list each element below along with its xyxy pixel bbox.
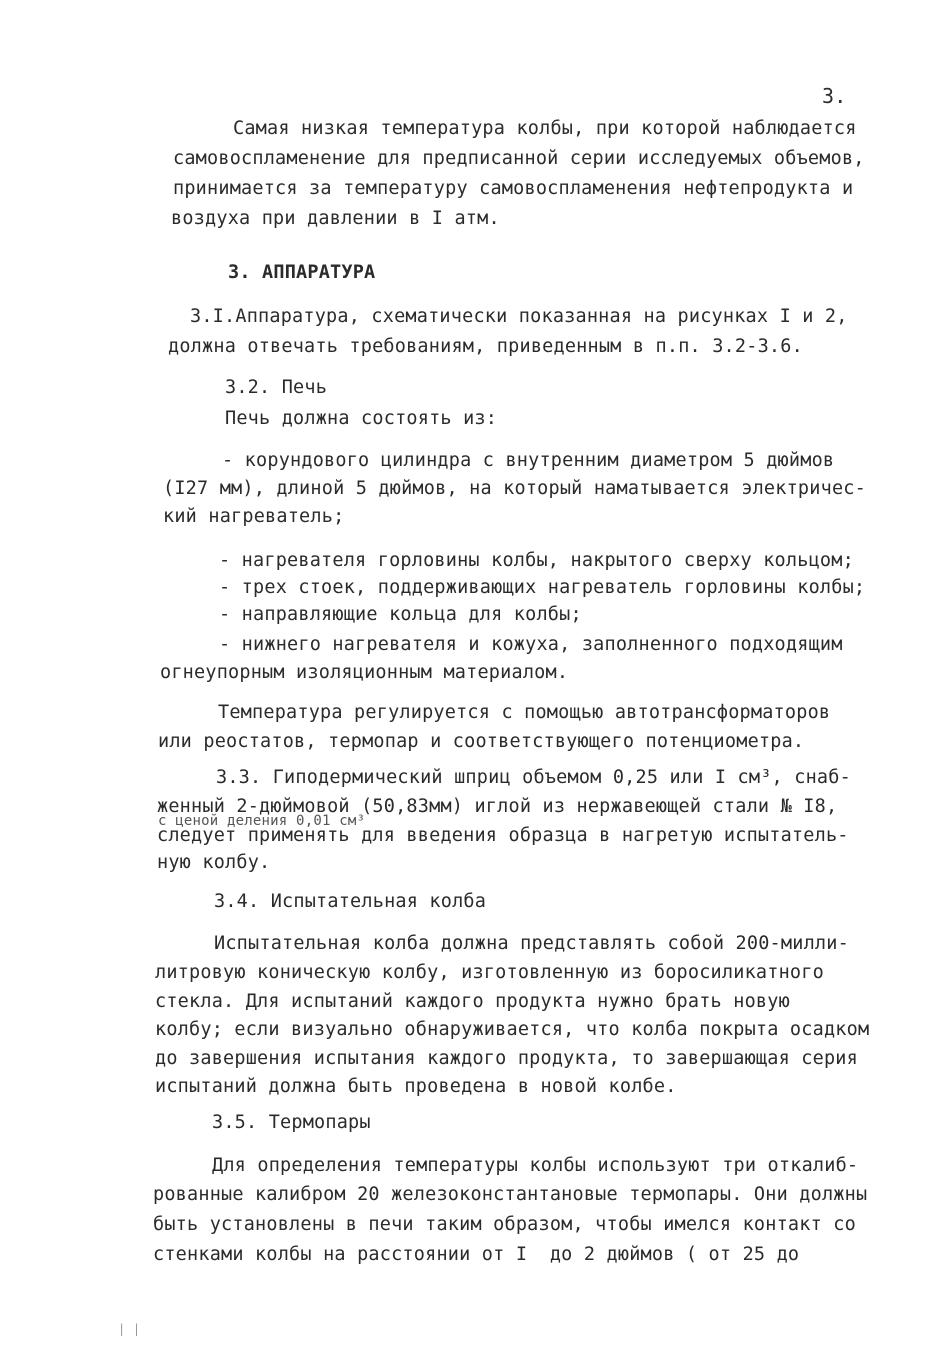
sec33-line-2: женный 2-дюймовой (50,83мм) иглой из нержавеющей стали № I8, bbox=[157, 796, 838, 817]
sec34-line-6: испытаний должна быть проведена в новой колбе. bbox=[155, 1076, 677, 1097]
sec32-temp-line-2: или реостатов, термопар и соответствующего потенциометра. bbox=[158, 731, 805, 752]
sec35-line-1: Для определения температуры колбы используют три откалиб- bbox=[212, 1155, 859, 1176]
sec32-temp-line-1: Температура регулируется с помощью автотрансформаторов bbox=[218, 702, 831, 723]
section-32-heading: 3.2. Печь bbox=[225, 377, 328, 398]
p1-line-2: самовоспламенение для предписанной серии исследуемых объемов, bbox=[173, 148, 865, 169]
sec34-line-3: стекла. Для испытаний каждого продукта нужно брать новую bbox=[155, 991, 790, 1012]
sec31-line-1: 3.I.Аппаратура, схематически показанная на рисунках I и 2, bbox=[190, 306, 848, 327]
sec32-item1-line-1: - корундового цилиндра с внутренним диаметром 5 дюймов bbox=[222, 450, 835, 471]
p1-line-3: принимается за температуру самовоспламенения нефтепродукта и bbox=[173, 178, 854, 199]
sec35-line-4: стенками колбы на расстоянии от I до 2 дюймов ( от 25 до bbox=[153, 1244, 800, 1265]
p1-line-1: Самая низкая температура колбы, при которой наблюдается bbox=[233, 118, 857, 139]
sec33-line-4: ную колбу. bbox=[157, 852, 271, 873]
sec31-line-2: должна отвечать требованиям, приведенным в п.п. 3.2-3.6. bbox=[168, 336, 803, 357]
sec32-item3: - трех стоек, поддерживающих нагреватель горловины колбы; bbox=[219, 577, 866, 598]
sec32-item5-line-2: огнеупорным изоляционным материалом. bbox=[160, 662, 569, 683]
sec33-line-1: 3.3. Гиподермический шприц объемом 0,25 или I см³, снаб- bbox=[216, 767, 851, 788]
sec32-item5-line-1: - нижнего нагревателя и кожуха, заполненного подходящим bbox=[219, 634, 843, 655]
sec32-intro: Печь должна состоять из: bbox=[225, 408, 498, 429]
sec32-item2: - нагревателя горловины колбы, накрытого сверху кольцом; bbox=[219, 550, 854, 571]
sec34-line-2: литровую коническую колбу, изготовленную из боросиликатного bbox=[155, 962, 824, 983]
section-35-heading: 3.5. Термопары bbox=[212, 1112, 371, 1133]
sec34-line-4: колбу; если визуально обнаруживается, что колба покрыта осадком bbox=[155, 1019, 870, 1040]
sec34-line-1: Испытательная колба должна представлять собой 200-милли- bbox=[214, 933, 849, 954]
sec32-item1-line-2: (I27 мм), длиной 5 дюймов, на который наматывается электричес- bbox=[163, 478, 866, 499]
p1-line-4: воздуха при давлении в I атм. bbox=[171, 208, 500, 229]
sec33-line-3: следует применять для введения образца в нагретую испытатель- bbox=[157, 825, 849, 846]
sec32-item4: - направляющие кольца для колбы; bbox=[219, 604, 582, 625]
margin-mark: | | bbox=[118, 1322, 141, 1336]
sec35-line-3: быть установлены в печи таким образом, чтобы имелся контакт со bbox=[153, 1214, 856, 1235]
sec35-line-2: рованные калибром 20 железоконстантановые термопары. Они должны bbox=[153, 1184, 868, 1205]
sec32-item1-line-3: кий нагреватель; bbox=[163, 506, 345, 527]
page-number: 3. bbox=[822, 84, 847, 108]
sec33-overlay-note: с ценой деления 0,01 см³ bbox=[158, 813, 366, 829]
sec34-line-5: до завершения испытания каждого продукта, то завершающая серия bbox=[155, 1048, 858, 1069]
section-3-heading: 3. АППАРАТУРА bbox=[228, 262, 376, 283]
section-34-heading: 3.4. Испытательная колба bbox=[214, 891, 487, 912]
